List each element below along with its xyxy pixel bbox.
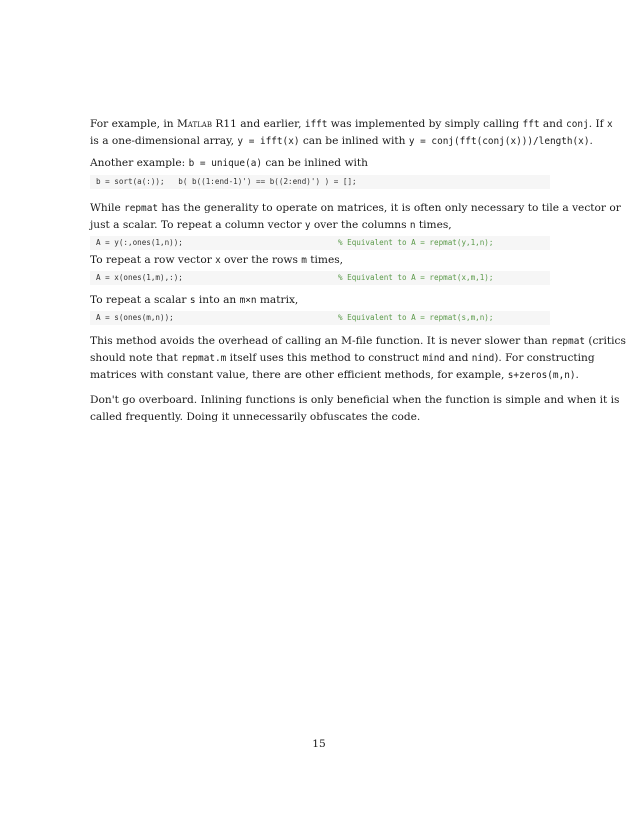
matlab-name: Matlab xyxy=(176,118,212,130)
text-run: itself uses this method to construct xyxy=(226,352,423,364)
inline-code: repmat xyxy=(551,336,585,347)
text-run: matrices with constant value, there are other efficient methods, for example, xyxy=(90,369,508,381)
text-run: into an xyxy=(195,294,240,306)
paragraph-repmat-intro xyxy=(90,200,621,234)
text-run: was implemented by simply calling xyxy=(327,118,523,130)
text-run: For example, in xyxy=(90,118,177,130)
text-run: (critics xyxy=(585,335,626,347)
inline-code: repmat.m xyxy=(181,353,227,364)
paragraph-unique-example xyxy=(90,155,550,172)
inline-code: y = ifft(x) xyxy=(237,136,300,147)
inline-code: s+zeros(m,n) xyxy=(507,370,576,381)
code-block-scalar-repeat xyxy=(90,311,550,325)
text-run: To repeat a row vector xyxy=(90,254,216,266)
text-line xyxy=(90,333,626,350)
paragraph-scalar-repeat xyxy=(90,292,550,309)
text-run: . If xyxy=(588,118,607,130)
code-line: b = sort(a(:)); b( b((1:end-1)') == b((2:end)') ) = []; xyxy=(96,177,357,186)
text-run: over the rows xyxy=(220,254,302,266)
text-run: While xyxy=(90,202,125,214)
text-run: To repeat a scalar xyxy=(90,294,190,306)
page-number: 15 xyxy=(312,738,326,750)
text-run: . xyxy=(575,369,579,381)
text-line xyxy=(90,133,593,150)
inline-code: x xyxy=(606,119,613,130)
inline-code: m×n xyxy=(239,295,257,306)
text-line xyxy=(90,200,621,217)
text-line xyxy=(90,367,579,384)
text-run: ). For constructing xyxy=(494,352,595,364)
text-run: can be inlined with xyxy=(299,135,409,147)
inline-code: x xyxy=(215,255,221,266)
code-line: A = x(ones(1,m),:); xyxy=(96,273,183,282)
text-line xyxy=(90,217,550,234)
text-line xyxy=(90,292,550,309)
code-block-unique xyxy=(90,175,550,189)
inline-code: conj xyxy=(566,119,589,130)
text-run: This method avoids the overhead of calling an M-file function. It is never slower than xyxy=(90,335,552,347)
paragraph-method-overhead xyxy=(90,333,626,384)
inline-code: fft xyxy=(522,119,540,130)
text-line xyxy=(90,350,595,367)
text-run: . xyxy=(589,135,593,147)
text-run: times, xyxy=(306,254,344,266)
text-run: has the generality to operate on matrices, it is often only necessary to tile a vector or xyxy=(158,202,621,214)
inline-code: y = conj(fft(conj(x)))/length(x) xyxy=(408,136,590,147)
inline-code: nind xyxy=(471,353,495,364)
text-run: and xyxy=(539,118,567,130)
inline-code: s xyxy=(189,295,196,306)
text-run: should note that xyxy=(90,352,182,364)
text-line xyxy=(90,116,613,133)
text-line: called frequently. Doing it unnecessarily obfuscates the code. xyxy=(90,411,421,423)
text-run: and xyxy=(445,352,472,364)
inline-code: y xyxy=(304,220,311,231)
paragraph-ifft-example xyxy=(90,116,613,150)
code-line: A = y(:,ones(1,n)); xyxy=(96,238,183,247)
text-run: Another example: xyxy=(90,157,189,169)
inline-code: ifft xyxy=(304,119,328,130)
text-run: R11 and earlier, xyxy=(212,118,305,130)
paragraph-row-repeat xyxy=(90,252,550,269)
text-run: over the columns xyxy=(310,219,410,231)
code-comment: % Equivalent to A = repmat(x,m,1); xyxy=(338,273,494,282)
text-run: just a scalar. To repeat a column vector xyxy=(90,219,305,231)
code-block-row-repeat xyxy=(90,271,550,285)
text-line xyxy=(90,155,550,172)
text-run: times, xyxy=(415,219,452,231)
text-run: matrix, xyxy=(256,294,299,306)
text-line xyxy=(90,252,550,269)
inline-code: m xyxy=(301,255,307,266)
inline-code: mind xyxy=(422,353,446,364)
inline-code: repmat xyxy=(124,203,158,214)
inline-code: b = unique(a) xyxy=(188,158,262,169)
text-run: can be inlined with xyxy=(262,157,368,169)
paragraph-dont-overboard xyxy=(90,392,620,426)
code-comment: % Equivalent to A = repmat(y,1,n); xyxy=(338,238,494,247)
text-line: Don't go overboard. Inlining functions is only beneficial when the function is simple and when it is xyxy=(90,394,620,406)
code-block-column-repeat xyxy=(90,236,550,250)
code-line: A = s(ones(m,n)); xyxy=(96,313,174,322)
text-run: is a one-dimensional array, xyxy=(90,135,238,147)
inline-code: n xyxy=(409,220,416,231)
code-comment: % Equivalent to A = repmat(s,m,n); xyxy=(338,313,494,322)
